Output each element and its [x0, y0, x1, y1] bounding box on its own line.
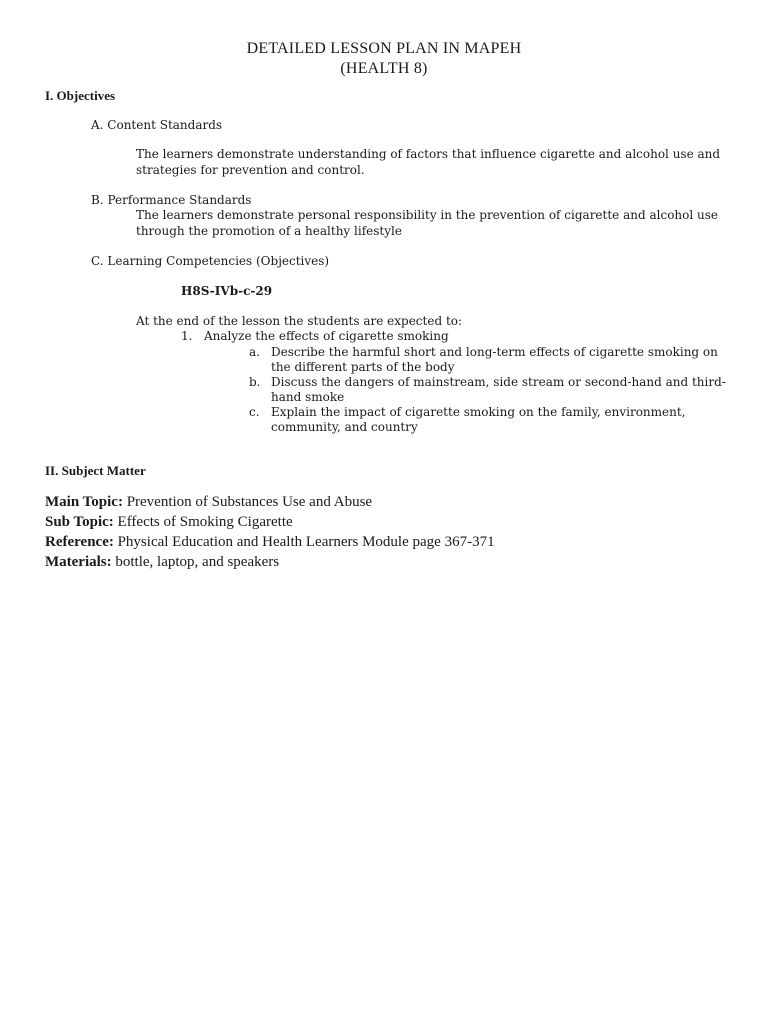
main-topic-row [45, 492, 372, 512]
sub-item-marker: a. [249, 345, 260, 359]
document-title: DETAILED LESSON PLAN IN MAPEH [246, 40, 522, 57]
content-standards-label: A. Content Standards [91, 118, 223, 132]
sub-item-text-line1: Explain the impact of cigarette smoking on the family, environment, [271, 405, 686, 419]
sub-item-marker: b. [249, 375, 261, 389]
list-item-marker: 1. [181, 329, 193, 343]
sub-topic-row [45, 512, 293, 532]
content-standards-text-line2: strategies for prevention and control. [136, 163, 365, 177]
materials-label: Materials: [45, 554, 112, 570]
sub-item-text-line1: Discuss the dangers of mainstream, side stream or second-hand and third- [271, 375, 726, 389]
main-topic-value: Prevention of Substances Use and Abuse [126, 494, 373, 510]
performance-standards-text-line2: through the promotion of a healthy lifestyle [136, 224, 402, 238]
sub-item-text-line2: hand smoke [271, 390, 345, 404]
list-item-text: Analyze the effects of cigarette smoking [204, 329, 449, 343]
competency-code: H8S-IVb-c-29 [181, 284, 273, 298]
sub-item-text-line2: community, and country [271, 420, 418, 434]
reference-value: Physical Education and Health Learners Module page 367-371 [117, 534, 495, 550]
materials-row [45, 552, 279, 572]
document-subtitle: (HEALTH 8) [340, 60, 428, 77]
performance-standards-label: B. Performance Standards [91, 193, 252, 207]
performance-standards-text-line1: The learners demonstrate personal responsibility in the prevention of cigarette and alcohol use [136, 208, 719, 222]
objectives-heading: I. Objectives [45, 88, 116, 103]
subject-matter-heading: II. Subject Matter [45, 463, 146, 478]
sub-item-text-line2: the different parts of the body [271, 360, 455, 374]
sub-item-text-line1: Describe the harmful short and long-term effects of cigarette smoking on [271, 345, 718, 359]
reference-label: Reference: [45, 534, 114, 550]
main-topic-label: Main Topic: [45, 494, 123, 510]
learning-competencies-label: C. Learning Competencies (Objectives) [91, 254, 330, 268]
content-standards-text-line1: The learners demonstrate understanding of factors that influence cigarette and alcohol use and [136, 147, 721, 161]
competencies-intro: At the end of the lesson the students are expected to: [136, 314, 463, 328]
sub-topic-label: Sub Topic: [45, 514, 114, 530]
materials-value: bottle, laptop, and speakers [115, 554, 280, 570]
sub-item-marker: c. [249, 405, 260, 419]
reference-row [45, 532, 495, 552]
sub-topic-value: Effects of Smoking Cigarette [117, 514, 293, 530]
